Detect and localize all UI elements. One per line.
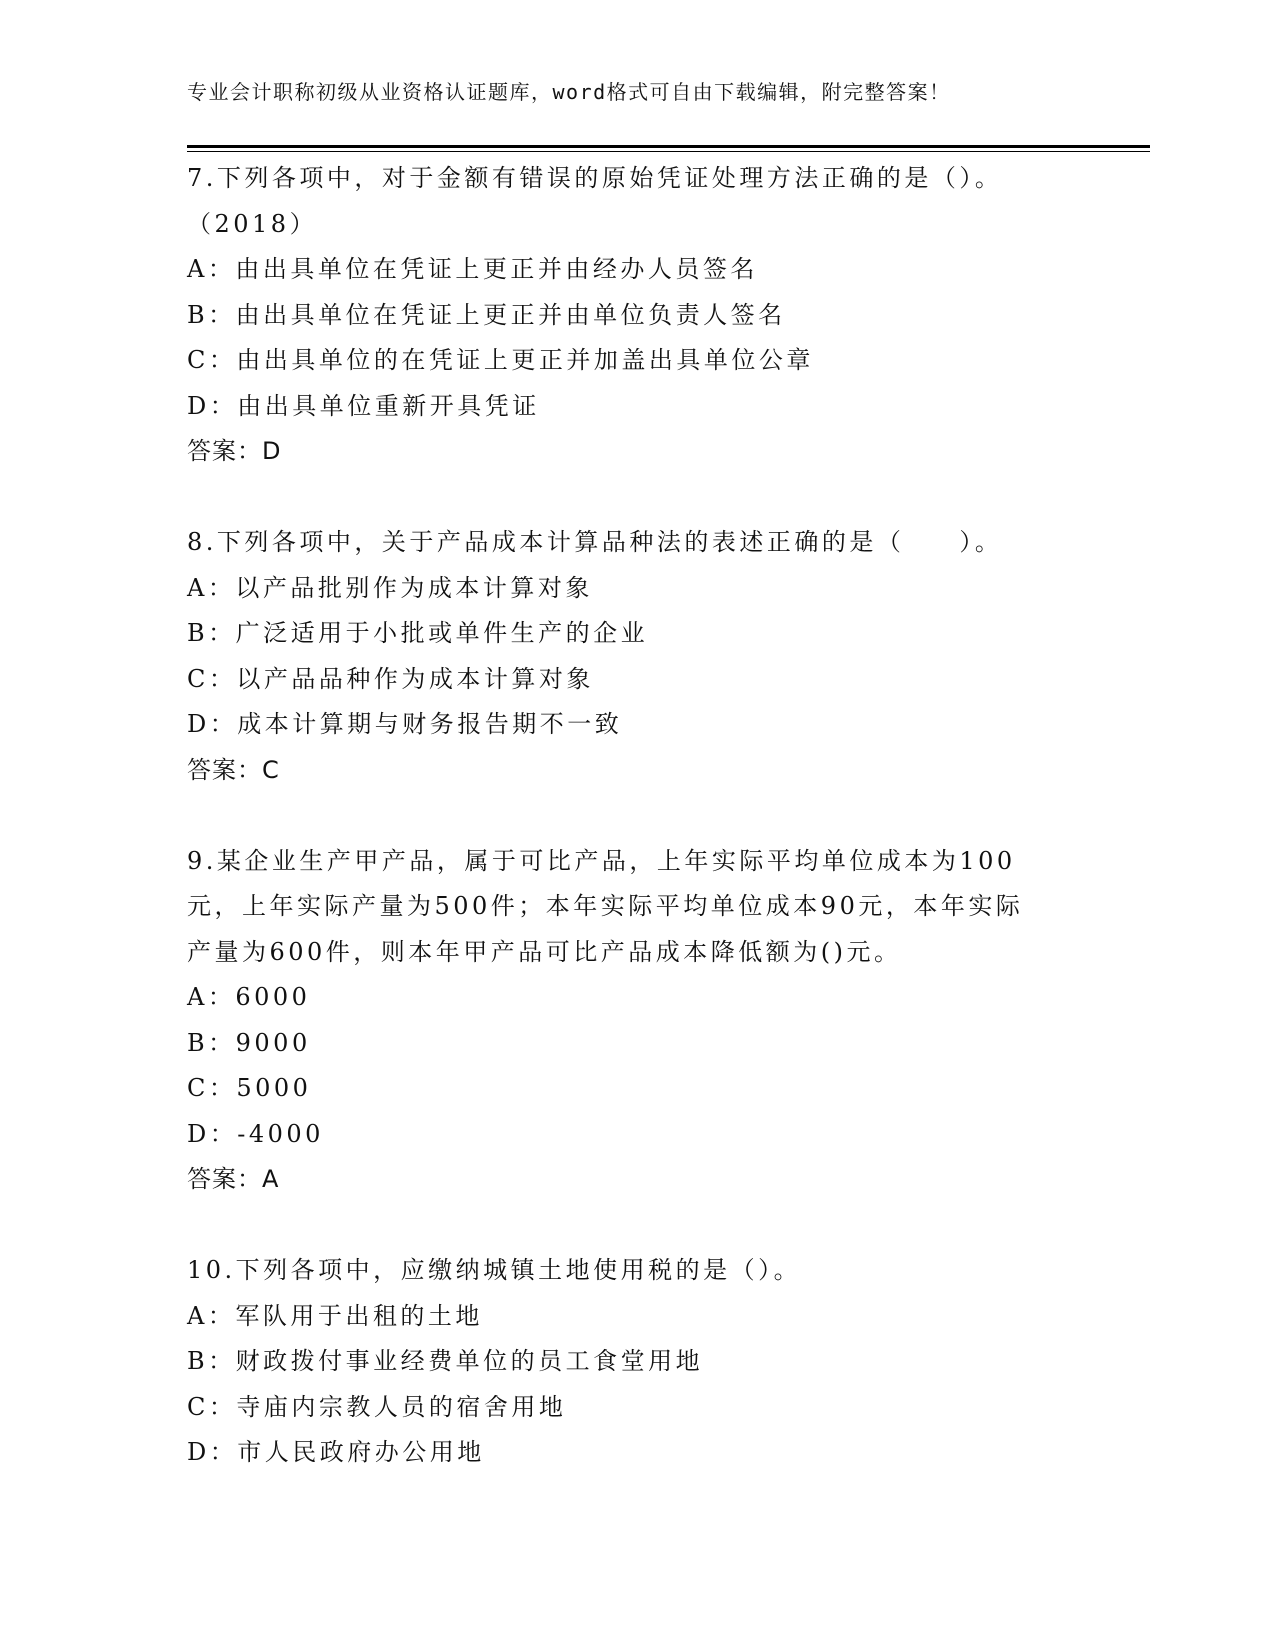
- question-stem-line: 元，上年实际产量为500件；本年实际平均单位成本90元，本年实际: [187, 892, 1024, 920]
- option-a: A：6000: [187, 983, 311, 1011]
- answer: 答案：A: [187, 1165, 280, 1193]
- option-c: C：5000: [187, 1074, 312, 1102]
- question-stem-line: （2018）: [187, 209, 318, 238]
- option-b: B：财政拨付事业经费单位的员工食堂用地: [187, 1347, 704, 1375]
- question-list: [187, 156, 1087, 1476]
- spacer: [187, 793, 1087, 839]
- header-rule-thick: [187, 145, 1150, 148]
- option-c: C：以产品品种作为成本计算对象: [187, 664, 594, 693]
- question-8: [187, 520, 1087, 793]
- option-d: D：由出具单位重新开具凭证: [187, 391, 540, 420]
- option-a: A：由出具单位在凭证上更正并由经办人员签名: [187, 255, 758, 283]
- header-rule-thin: [187, 151, 1150, 152]
- option-c: C：寺庙内宗教人员的宿舍用地: [187, 1392, 567, 1421]
- option-d: D：-4000: [187, 1119, 324, 1148]
- option-d: D：市人民政府办公用地: [187, 1438, 485, 1466]
- option-a: A：以产品批别作为成本计算对象: [187, 573, 593, 602]
- option-c: C：由出具单位的在凭证上更正并加盖出具单位公章: [187, 346, 814, 374]
- question-stem-line: 9.某企业生产甲产品，属于可比产品，上年实际平均单位成本为100: [187, 846, 1016, 875]
- spacer: [187, 1203, 1087, 1249]
- option-b: B：由出具单位在凭证上更正并由单位负责人签名: [187, 300, 786, 329]
- question-7: [187, 156, 1087, 475]
- answer: 答案：C: [187, 755, 280, 784]
- option-b: B：广泛适用于小批或单件生产的企业: [187, 619, 649, 647]
- question-stem-line: 8.下列各项中，关于产品成本计算品种法的表述正确的是（ ）。: [187, 528, 1003, 556]
- question-stem-line: 产量为600件，则本年甲产品可比产品成本降低额为()元。: [187, 937, 902, 966]
- question-stem-line: 10.下列各项中，应缴纳城镇土地使用税的是（）。: [187, 1256, 802, 1284]
- page-header: 专业会计职称初级从业资格认证题库，word格式可自由下载编辑，附完整答案！: [187, 80, 951, 104]
- question-9: [187, 839, 1087, 1203]
- question-stem-line: 7.下列各项中，对于金额有错误的原始凭证处理方法正确的是（）。: [187, 164, 1003, 192]
- option-d: D：成本计算期与财务报告期不一致: [187, 710, 623, 738]
- answer: 答案：D: [187, 437, 282, 465]
- option-a: A：军队用于出租的土地: [187, 1301, 483, 1330]
- option-b: B：9000: [187, 1028, 311, 1057]
- question-10: [187, 1248, 1087, 1476]
- spacer: [187, 475, 1087, 521]
